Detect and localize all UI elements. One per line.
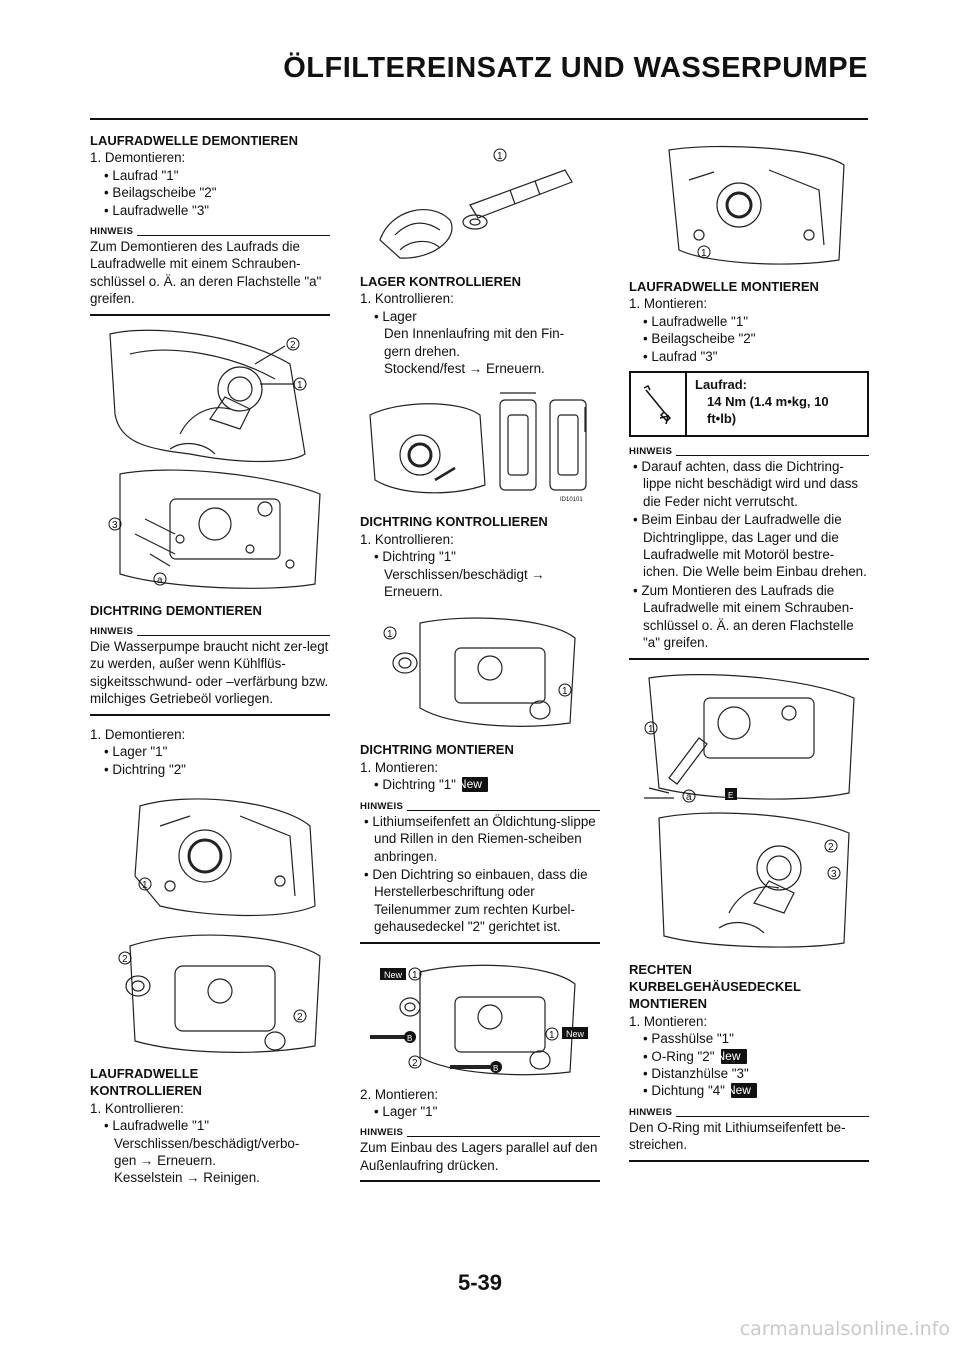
torque-wrench-icon	[631, 373, 687, 435]
figure-seal-check	[360, 608, 600, 733]
figure-code: ID10101	[560, 497, 583, 504]
torque-value: ft•lb)	[707, 411, 737, 427]
new-badge: New	[384, 969, 403, 980]
note-text: Zum Demontieren des Laufrads die Laufradwelle mit einem Schrauben-schlüssel o. Ä. an deren Flachstelle "a" greifen.	[90, 239, 322, 307]
grease-symbol: B	[407, 1033, 413, 1043]
figure-impeller-install	[629, 668, 869, 953]
figure-seal-install	[360, 952, 600, 1082]
section-heading: LAUFRADWELLE	[90, 1065, 199, 1081]
step: 1. Montieren:	[629, 296, 708, 312]
list-item: • Passhülse "1"	[643, 1031, 734, 1047]
list-subtext: Verschlissen/beschädigt/verbo-	[114, 1135, 300, 1151]
callout-label: 1	[701, 248, 707, 259]
list-item	[629, 1048, 869, 1065]
callout-label: 3	[831, 868, 837, 880]
step: 1. Kontrollieren:	[90, 1100, 184, 1116]
figure-bearing-check	[360, 385, 600, 505]
page-number: 5-39	[457, 1270, 503, 1295]
figure-impeller-shaft	[360, 140, 600, 265]
note-text: • Lithiumseifenfett an Öldichtung-slippe und Rillen in den Riemen-scheiben anbringen.	[364, 813, 596, 864]
callout-label: 1	[297, 379, 303, 391]
list-item: • Laufradwelle "3"	[104, 202, 210, 218]
title-rule	[90, 118, 868, 120]
callout-label: 2	[828, 841, 834, 853]
note-label: HINWEIS	[90, 626, 134, 638]
figure-seal-removal	[90, 786, 330, 1061]
step: 1. Montieren:	[629, 1013, 708, 1029]
list-item: • Lager	[374, 308, 417, 324]
section-heading: KURBELGEHÄUSEDECKEL	[629, 978, 801, 994]
list-subtext: Verschlissen/beschädigt →	[384, 566, 545, 582]
figure-impeller-removal	[90, 324, 330, 594]
callout-label: 1	[648, 723, 654, 735]
list-item: • Laufradwelle "1"	[643, 313, 749, 329]
note-box	[360, 802, 600, 944]
callout-label: 1	[562, 686, 568, 698]
note-box	[360, 1128, 600, 1182]
callout-label: 2	[412, 1057, 418, 1069]
section-heading: DICHTRING DEMONTIEREN	[90, 602, 262, 618]
list-item: • Distanzhülse "3"	[643, 1065, 749, 1081]
note-text: Den O-Ring mit Lithiumseifenfett be-streichen.	[629, 1119, 846, 1153]
step: 1. Demontieren:	[90, 150, 186, 166]
note-text: • Zum Montieren des Laufrads die Laufradwelle mit einem Schrauben-schlüssel o. Ä. an deren Flachstelle "a" greifen.	[633, 582, 854, 651]
torque-spec-box	[629, 371, 869, 437]
note-text: • Darauf achten, dass die Dichtring-lippe nicht beschädigt wird und dass die Feder nicht verrutscht.	[633, 459, 859, 509]
column-right	[629, 128, 869, 1162]
note-text: • Den Dichtring so einbauen, dass die Herstellerbeschriftung oder Teilenummer zum rechten Kurbel-gehausedeckel "2" gerichtet ist.	[364, 866, 588, 935]
column-left	[90, 128, 330, 1187]
step: 1. Kontrollieren:	[360, 531, 454, 547]
callout-label: a	[157, 574, 163, 586]
torque-value: 14 Nm (1.4 m•kg, 10	[707, 394, 829, 410]
section-heading: RECHTEN	[629, 961, 692, 977]
list-item: • Laufrad "3"	[643, 348, 718, 364]
note-text: Zum Einbau des Lagers parallel auf den Außenlaufring drücken.	[360, 1140, 598, 1173]
section-heading: LAUFRADWELLE DEMONTIEREN	[90, 133, 298, 148]
note-label: HINWEIS	[90, 226, 134, 238]
list-item: • Laufradwelle "1"	[104, 1118, 210, 1134]
list-item-text: • Dichtung "4"	[643, 1083, 725, 1099]
figure-shaft-position	[629, 140, 869, 270]
note-box	[90, 227, 330, 316]
section-heading: DICHTRING MONTIEREN	[360, 742, 514, 758]
list-item-text: • O-Ring "2"	[643, 1048, 715, 1064]
note-box	[629, 447, 869, 659]
note-label: HINWEIS	[360, 800, 404, 812]
column-middle	[360, 128, 600, 1182]
list-item	[629, 1082, 869, 1099]
step: 2. Montieren:	[360, 1086, 439, 1102]
callout-label: 1	[412, 969, 418, 981]
note-box	[629, 1108, 869, 1162]
torque-label: Laufrad:	[695, 377, 747, 393]
callout-label: 3	[112, 519, 118, 531]
list-item: • Dichtring "2"	[104, 761, 186, 777]
list-subtext: Erneuern.	[384, 584, 443, 600]
list-item	[360, 776, 600, 793]
watermark: carmanualsonline.info	[739, 1318, 950, 1340]
callout-label: 2	[290, 339, 296, 351]
note-text: • Beim Einbau der Laufradwelle die Dichtringlippe, das Lager und die Laufradwelle mit Motoröl bestre-ichen. Die Welle beim Einbau drehen.	[633, 512, 867, 580]
callout-label: a	[686, 791, 692, 803]
callout-label: 1	[549, 1029, 555, 1041]
step: 1. Montieren:	[360, 759, 439, 775]
list-item: • Beilagscheibe "2"	[104, 185, 217, 201]
oil-symbol: E	[728, 790, 734, 800]
section-heading: DICHTRING KONTROLLIEREN	[360, 514, 548, 530]
list-subtext: Den Innenlaufring mit den Fin-	[384, 326, 565, 342]
callout-label: 2	[297, 1011, 303, 1023]
section-heading: LAUFRADWELLE MONTIEREN	[629, 279, 819, 294]
list-item: • Dichtring "1"	[374, 549, 456, 565]
note-label: HINWEIS	[360, 1127, 404, 1139]
callout-label: 1	[142, 879, 148, 891]
list-item: • Lager "1"	[374, 1103, 438, 1119]
new-badge: New	[721, 1049, 747, 1064]
section-heading: MONTIEREN	[629, 996, 707, 1012]
note-box	[90, 627, 330, 716]
new-badge: New	[462, 777, 488, 792]
list-item: • Laufrad "1"	[104, 167, 179, 183]
list-item: • Lager "1"	[104, 744, 168, 760]
step: 1. Kontrollieren:	[360, 291, 454, 307]
note-text: Die Wasserpumpe braucht nicht zer-legt zu werden, außer wenn Kühlflüs-sigkeitsschwund- oder –verfärbung bzw. milchiges Getriebeöl vorliegen.	[90, 639, 329, 707]
new-badge: New	[566, 1028, 585, 1039]
note-label: HINWEIS	[629, 446, 673, 458]
list-subtext: Kesselstein → Reinigen.	[114, 1170, 260, 1186]
list-item-text: • Dichtring "1"	[374, 777, 456, 793]
list-subtext: Stockend/fest → Erneuern.	[384, 361, 545, 377]
page-title: ÖLFILTEREINSATZ UND WASSERPUMPE	[283, 52, 868, 84]
list-item: • Beilagscheibe "2"	[643, 331, 756, 347]
list-subtext: gern drehen.	[384, 343, 460, 359]
callout-label: 2	[122, 953, 128, 965]
section-heading: KONTROLLIEREN	[90, 1083, 202, 1099]
list-subtext: gen → Erneuern.	[114, 1152, 216, 1168]
new-badge: New	[731, 1083, 757, 1098]
grease-symbol: B	[493, 1063, 499, 1073]
callout-label: 1	[387, 629, 393, 641]
section-heading: LAGER KONTROLLIEREN	[360, 274, 522, 289]
step: 1. Demontieren:	[90, 726, 186, 742]
note-label: HINWEIS	[629, 1106, 673, 1118]
callout-label: 1	[497, 151, 503, 162]
